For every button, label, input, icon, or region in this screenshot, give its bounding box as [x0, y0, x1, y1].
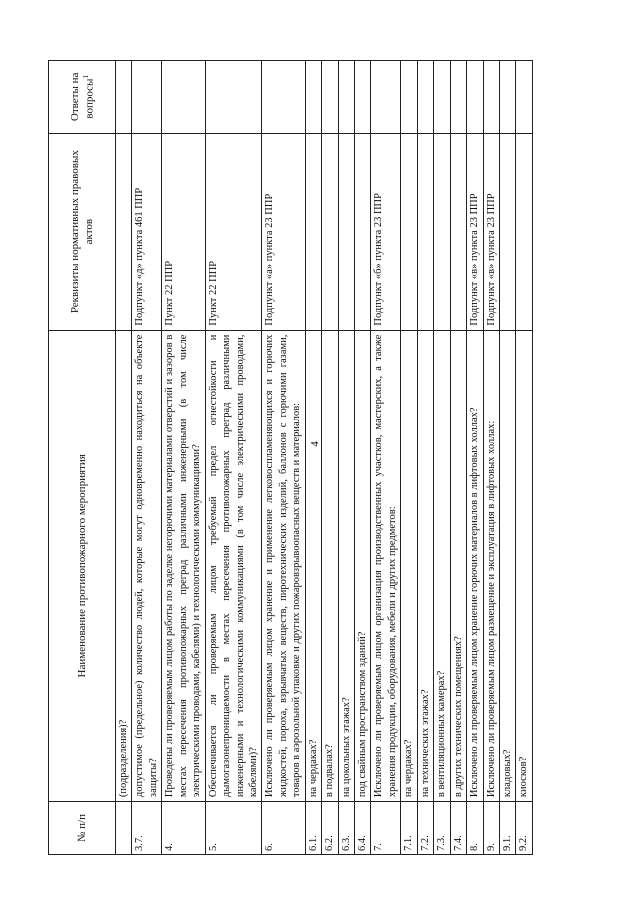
row-requisites: Подпункт «а» пункта 23 ППР [262, 133, 305, 330]
row-measure: Исключено ли проверяемым лицом организация производственных участков, мастерских, а также хранения продукции, оборудования, мебели и других предметов: [371, 330, 401, 801]
row-requisites [355, 133, 371, 330]
page-number: 4 [308, 441, 321, 447]
row-number: 9.2. [516, 802, 532, 855]
row-requisites [322, 133, 338, 330]
row-measure: в других технических помещениях? [450, 330, 466, 801]
table-row [322, 61, 338, 855]
checklist-table [48, 60, 533, 855]
table-row [401, 61, 417, 855]
row-answer [162, 61, 205, 134]
table-row [116, 61, 132, 855]
rotated-table-wrapper [48, 60, 614, 855]
header-answers [49, 61, 116, 134]
row-answer [116, 61, 132, 134]
row-measure: допустимое (предельное) количество людей, которые могут одновременно находиться на объекте защиты? [132, 330, 162, 801]
row-measure: на цокольных этажах? [338, 330, 354, 801]
header-answers-label: Ответы на вопросы [68, 72, 96, 122]
row-requisites [434, 133, 450, 330]
row-number: 7.1. [401, 802, 417, 855]
row-requisites: Подпункт «в» пункта 23 ППР [467, 133, 483, 330]
table-row [205, 61, 262, 855]
header-num: № п/п [49, 802, 116, 855]
row-number: 7.4. [450, 802, 466, 855]
table-row [434, 61, 450, 855]
row-measure: на чердаках? [305, 330, 321, 801]
row-number: 6.3. [338, 802, 354, 855]
footnote-mark: 1 [81, 75, 90, 79]
row-number [116, 802, 132, 855]
row-number: 9. [483, 802, 499, 855]
row-measure: Исключено ли проверяемым лицом хранение горючих материалов в лифтовых холлах? [467, 330, 483, 801]
row-requisites [305, 133, 321, 330]
row-requisites [516, 133, 532, 330]
table-row [483, 61, 499, 855]
row-requisites: Пункт 22 ППР [205, 133, 262, 330]
row-answer [262, 61, 305, 134]
row-answer [499, 61, 515, 134]
row-requisites: Подпункт «в» пункта 23 ППР [483, 133, 499, 330]
row-answer [338, 61, 354, 134]
row-number: 5. [205, 802, 262, 855]
row-answer [322, 61, 338, 134]
row-number: 6.1. [305, 802, 321, 855]
row-number: 8. [467, 802, 483, 855]
row-measure: Обеспечивается ли проверяемым лицом требуемый предел огнестойкости и дымогазонепроницаемости в местах пересечения противопожарных преград различными инженерными и технологическими коммуникациями (в том числе электрическими проводами, кабелями)? [205, 330, 262, 801]
table-row [499, 61, 515, 855]
row-measure: Исключено ли проверяемым лицом хранение и применение легковоспламеняющихся и горючих жидкостей, пороха, взрывчатых веществ, пиротехнических изделий, баллонов с горючими газами, товаров в аэрозольной упаковке и других пожаровзрывоопасных веществ и материалов: [262, 330, 305, 801]
header-requisites: Реквизиты нормативных правовых актов [49, 133, 116, 330]
row-answer [132, 61, 162, 134]
row-answer [516, 61, 532, 134]
row-measure: на технических этажах? [417, 330, 433, 801]
row-measure: в подвалах? [322, 330, 338, 801]
row-answer [467, 61, 483, 134]
table-header-row [49, 61, 116, 855]
table-row [516, 61, 532, 855]
row-answer [450, 61, 466, 134]
row-number: 9.1. [499, 802, 515, 855]
row-measure: (подразделения)? [116, 330, 132, 801]
row-number: 4. [162, 802, 205, 855]
row-requisites [116, 133, 132, 330]
row-answer [305, 61, 321, 134]
row-number: 7.3. [434, 802, 450, 855]
row-answer [483, 61, 499, 134]
row-requisites: Подпункт «д» пункта 461 ППР [132, 133, 162, 330]
row-requisites [499, 133, 515, 330]
row-measure: кладовых? [499, 330, 515, 801]
row-requisites: Подпункт «б» пункта 23 ППР [371, 133, 401, 330]
row-measure: киосков? [516, 330, 532, 801]
row-answer [355, 61, 371, 134]
header-measure: Наименование противопожарного мероприятия [49, 330, 116, 801]
row-measure: под свайным пространством зданий? [355, 330, 371, 801]
row-measure: на чердаках? [401, 330, 417, 801]
table-row [371, 61, 401, 855]
table-body [116, 61, 533, 855]
row-measure: Исключено ли проверяемым лицом размещение и эксплуатация в лифтовых холлах: [483, 330, 499, 801]
table-row [305, 61, 321, 855]
row-number: 6.4. [355, 802, 371, 855]
table-row [355, 61, 371, 855]
row-requisites [338, 133, 354, 330]
table-row [338, 61, 354, 855]
row-requisites [401, 133, 417, 330]
table-row [467, 61, 483, 855]
table-row [417, 61, 433, 855]
row-number: 6. [262, 802, 305, 855]
row-answer [434, 61, 450, 134]
row-measure: в вентиляционных камерах? [434, 330, 450, 801]
row-requisites [450, 133, 466, 330]
row-answer [205, 61, 262, 134]
table-row [450, 61, 466, 855]
row-measure: Проведены ли проверяемым лицом работы по заделке негорючими материалами отверстий и зазоров в местах пересечения противопожарных преград различными инженерными (в том числе электрическими проводами, кабелями) и технологическими коммуникациями? [162, 330, 205, 801]
table-row [132, 61, 162, 855]
table-row [162, 61, 205, 855]
row-number: 7. [371, 802, 401, 855]
row-number: 3.7. [132, 802, 162, 855]
row-answer [371, 61, 401, 134]
row-answer [417, 61, 433, 134]
row-number: 6.2. [322, 802, 338, 855]
row-answer [401, 61, 417, 134]
row-requisites: Пункт 22 ППР [162, 133, 205, 330]
table-row [262, 61, 305, 855]
row-requisites [417, 133, 433, 330]
row-number: 7.2. [417, 802, 433, 855]
